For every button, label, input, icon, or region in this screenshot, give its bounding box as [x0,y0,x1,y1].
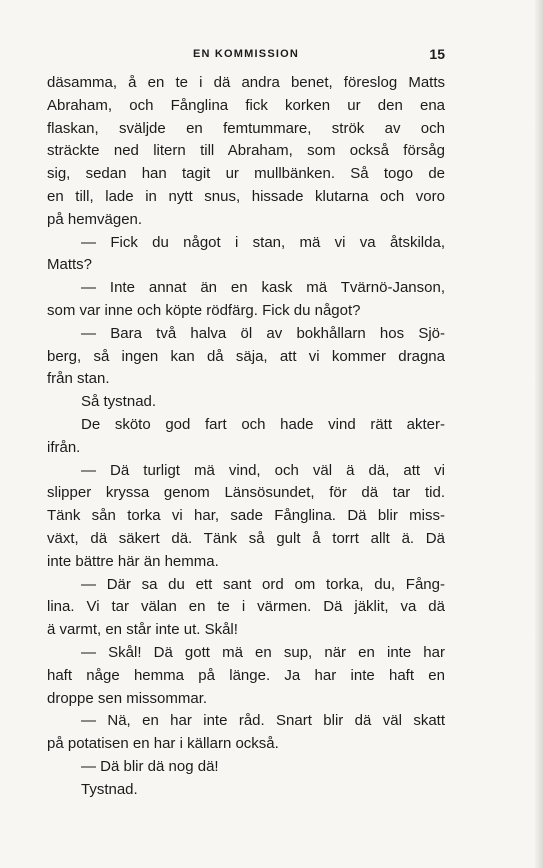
text-line: Abraham, och Fånglina fick korken ur den ena [47,96,445,114]
text-line: De sköto god fart och hade vind rätt akter- [81,415,445,433]
running-head [47,44,445,64]
text-line: från stan. [47,370,110,388]
text-line: sträckte ned litern till Abraham, som också försåg [47,142,445,160]
text-line: — Fick du något i stan, mä vi va åtskilda, [81,233,445,251]
text-line: på potatisen en har i källarn också. [47,735,279,753]
page-edge [535,0,543,868]
text-line: Tystnad. [81,780,138,798]
text-line: — Bara två halva öl av bokhållarn hos Sjö- [81,324,445,342]
text-line: haft någe hemma på länge. Ja har inte haft en [47,666,445,684]
text-line: Så tystnad. [81,393,157,411]
text-line: sig, sedan han tagit ur mullbänken. Så togo de [47,165,445,183]
running-title: EN KOMMISSION [192,48,300,60]
text-line: droppe sen missommar. [47,689,208,707]
text-line: slipper kryssa genom Länsösundet, för dä tar tid. [47,484,445,502]
text-line: som var inne och köpte rödfärg. Fick du något? [47,301,361,319]
text-line: berg, så ingen kan då säja, att vi kommer dragna [47,347,445,365]
text-line: — Dä turligt mä vind, och väl ä dä, att vi [81,461,445,479]
text-line: — Skål! Dä gott mä en sup, när en inte har [81,643,445,661]
text-line: däsamma, å en te i dä andra benet, föreslog Matts [47,74,445,91]
text-line: — Nä, en har inte råd. Snart blir dä väl skatt [81,712,445,730]
text-line: inte bättre här än hemma. [47,552,219,570]
text-line: ifrån. [47,438,81,456]
text-line: flaskan, sväljde en femtummare, strök av och [47,119,445,137]
text-line: — Där sa du ett sant ord om torka, du, Fång- [81,575,445,593]
text-line: Matts? [47,256,93,274]
body-text [47,72,445,802]
text-line: Tänk sån torka vi har, sade Fånglina. Dä blir miss- [47,507,445,525]
text-line: — Inte annat än en kask mä Tvärnö-Janson, [81,279,445,297]
text-line: — Dä blir dä nog dä! [81,757,219,775]
page-number: 15 [429,46,445,62]
text-line: lina. Vi tar välan en te i värmen. Dä jäklit, va dä [47,598,445,616]
text-line: ä varmt, en står inte ut. Skål! [47,621,238,639]
text-line: en till, lade in nytt snus, hissade klutarna och voro [47,187,445,205]
text-line: växt, dä säkert dä. Tänk så gult å torrt allt ä. Dä [47,529,445,547]
text-line: på hemvägen. [47,210,143,228]
